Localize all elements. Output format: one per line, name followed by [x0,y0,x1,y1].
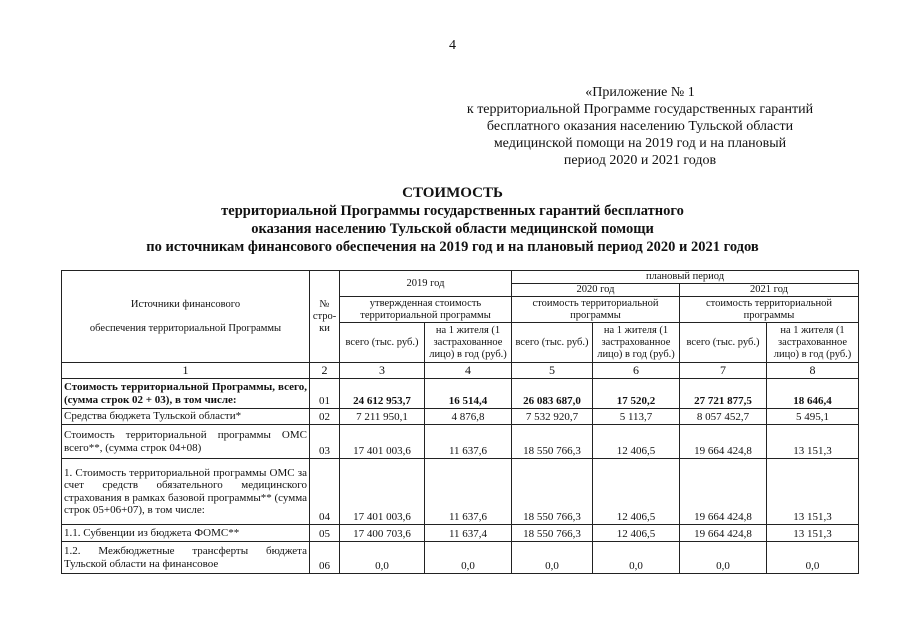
row-value: 4 876,8 [425,409,512,425]
row-value: 27 721 877,5 [680,379,767,409]
row-value: 0,0 [680,542,767,574]
row-value: 0,0 [425,542,512,574]
appendix-line-3: бесплатного оказания населению Тульской области [486,119,794,134]
row-value: 5 495,1 [767,409,859,425]
row-value: 17 401 003,6 [340,459,425,525]
header-total-2019: всего (тыс. руб.) [340,323,425,363]
table-row [62,459,859,525]
header-cost-2020: стоимость территориальной программы [512,297,680,323]
header-source [62,271,310,363]
row-value: 16 514,4 [425,379,512,409]
table-row [62,379,859,409]
row-number: 03 [310,425,340,459]
row-value: 13 151,3 [767,425,859,459]
row-label: Стоимость территориальной программы ОМС всего**, (сумма строк 04+08) [62,425,310,459]
table-row [62,525,859,542]
header-source-line-1: Источники финансового [130,298,241,310]
row-value: 26 083 687,0 [512,379,593,409]
title-line-4: по источникам финансового обеспечения на 2019 год и на плановый период 2020 и 2021 годов [146,239,759,255]
table-row [62,409,859,425]
table-row [62,425,859,459]
column-number: 2 [310,363,340,379]
row-label: 1. Стоимость территориальной программы ОМС за счет средств обязательного медицинского страхования в рамках базовой программы** (сумма строк 05+06+07), в том числе: [62,459,310,525]
header-year-2021: 2021 год [680,284,859,297]
table-row [62,542,859,574]
row-number: 02 [310,409,340,425]
row-value: 7 211 950,1 [340,409,425,425]
row-value: 19 664 424,8 [680,525,767,542]
header-per-resident-2021: на 1 жителя (1 застрахованное лицо) в год (руб.) [767,323,859,363]
header-cost-2021: стоимость территориальной программы [680,297,859,323]
column-number-row [62,363,859,379]
row-value: 0,0 [593,542,680,574]
row-value: 0,0 [767,542,859,574]
header-planned-period: плановый период [512,271,859,284]
title-main: СТОИМОСТЬ [402,185,503,201]
header-year-2019: 2019 год [340,271,512,297]
header-source-line-2: обеспечения территориальной Программы [89,322,282,334]
header-per-resident-2019: на 1 жителя (1 застрахованное лицо) в год (руб.) [425,323,512,363]
header-total-2021: всего (тыс. руб.) [680,323,767,363]
row-value: 11 637,4 [425,525,512,542]
column-number: 4 [425,363,512,379]
column-number: 1 [62,363,310,379]
row-value: 17 401 003,6 [340,425,425,459]
row-label: 1.2. Межбюджетные трансферты бюджета Тульской области на финансовое [62,542,310,574]
appendix-line-2: к территориальной Программе государственных гарантий [466,102,814,117]
row-value: 13 151,3 [767,525,859,542]
cost-table [61,270,859,574]
row-value: 19 664 424,8 [680,459,767,525]
row-value: 0,0 [340,542,425,574]
row-value: 18 646,4 [767,379,859,409]
header-row-number: № стро-ки [310,271,340,363]
row-number: 05 [310,525,340,542]
column-number: 7 [680,363,767,379]
row-value: 12 406,5 [593,459,680,525]
row-value: 7 532 920,7 [512,409,593,425]
appendix-line-1: «Приложение № 1 [585,85,695,100]
row-value: 12 406,5 [593,525,680,542]
row-value: 24 612 953,7 [340,379,425,409]
row-label: 1.1. Субвенции из бюджета ФОМС** [62,525,310,542]
row-value: 11 637,6 [425,459,512,525]
row-number: 04 [310,459,340,525]
column-number: 8 [767,363,859,379]
title-line-2: территориальной Программы государственных гарантий бесплатного [221,203,684,219]
row-value: 18 550 766,3 [512,525,593,542]
row-label: Средства бюджета Тульской области* [62,409,310,425]
row-value: 18 550 766,3 [512,425,593,459]
row-value: 12 406,5 [593,425,680,459]
row-number: 01 [310,379,340,409]
header-per-resident-2020: на 1 жителя (1 застрахованное лицо) в год (руб.) [593,323,680,363]
row-value: 5 113,7 [593,409,680,425]
column-number: 5 [512,363,593,379]
row-value: 19 664 424,8 [680,425,767,459]
appendix-note [420,84,860,169]
row-value: 17 520,2 [593,379,680,409]
row-number: 06 [310,542,340,574]
row-value: 13 151,3 [767,459,859,525]
column-number: 3 [340,363,425,379]
header-approved-cost: утвержденная стоимость территориальной программы [340,297,512,323]
appendix-line-4: медицинской помощи на 2019 год и на плановый [493,136,787,151]
title-line-3: оказания населению Тульской области медицинской помощи [251,221,654,237]
appendix-line-5: период 2020 и 2021 годов [563,153,717,168]
document-title [0,184,905,256]
row-value: 17 400 703,6 [340,525,425,542]
row-value: 18 550 766,3 [512,459,593,525]
page-number: 4 [449,38,456,53]
column-number: 6 [593,363,680,379]
row-value: 8 057 452,7 [680,409,767,425]
row-label: Стоимость территориальной Программы, всего, (сумма строк 02 + 03), в том числе: [62,379,310,409]
row-value: 0,0 [512,542,593,574]
header-year-2020: 2020 год [512,284,680,297]
row-value: 11 637,6 [425,425,512,459]
header-total-2020: всего (тыс. руб.) [512,323,593,363]
